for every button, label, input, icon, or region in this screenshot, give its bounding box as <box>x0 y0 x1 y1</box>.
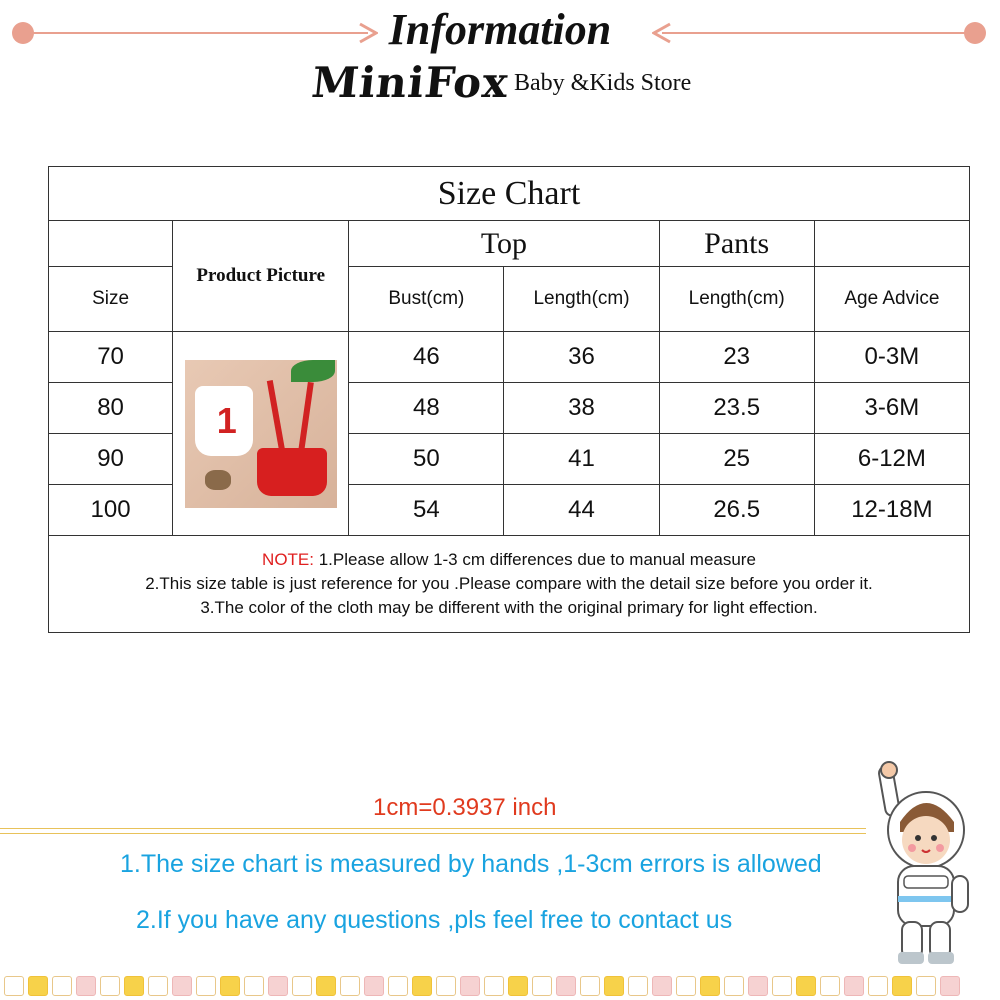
divider-line <box>0 828 866 829</box>
onesie-number-graphic: 1 <box>216 399 237 441</box>
note-line-2: 2.This size table is just reference for you .Please compare with the detail size before you order it. <box>145 574 873 593</box>
brand-tagline: Baby &Kids Store <box>514 70 692 96</box>
border-tile <box>820 976 840 996</box>
note-line-1 <box>49 548 969 572</box>
col-top-length-header: Length(cm) <box>504 267 659 332</box>
size-cell: 80 <box>49 383 173 434</box>
group-top-header: Top <box>349 221 659 267</box>
border-tile <box>388 976 408 996</box>
info-line-1: 1.The size chart is measured by hands ,1-3cm errors is allowed <box>120 850 822 878</box>
header-blank-cell <box>814 221 969 267</box>
border-tile <box>844 976 864 996</box>
shorts-shape <box>257 448 327 496</box>
border-tile <box>652 976 672 996</box>
top-length-cell: 36 <box>504 332 659 383</box>
product-picture-cell <box>173 332 349 536</box>
border-tile <box>28 976 48 996</box>
border-tile <box>340 976 360 996</box>
border-tile <box>580 976 600 996</box>
pants-length-cell: 26.5 <box>659 485 814 536</box>
top-length-cell: 38 <box>504 383 659 434</box>
table-row <box>49 332 970 383</box>
top-length-cell: 41 <box>504 434 659 485</box>
border-tile <box>460 976 480 996</box>
suspender-strap <box>266 380 284 452</box>
size-chart-title: Size Chart <box>49 167 970 221</box>
divider-line <box>0 833 866 834</box>
bust-cell: 50 <box>349 434 504 485</box>
top-length-cell: 44 <box>504 485 659 536</box>
size-cell: 90 <box>49 434 173 485</box>
astronaut-illustration <box>868 760 978 970</box>
border-tile <box>772 976 792 996</box>
border-tile <box>724 976 744 996</box>
unit-conversion: 1cm=0.3937 inch <box>373 794 557 821</box>
product-image <box>185 360 337 508</box>
border-tile <box>676 976 696 996</box>
decorative-border <box>0 972 1000 1000</box>
size-cell: 100 <box>49 485 173 536</box>
onesie-shape <box>195 386 253 456</box>
note-label: NOTE: <box>262 550 314 569</box>
border-tile <box>4 976 24 996</box>
border-tile <box>700 976 720 996</box>
border-tile <box>244 976 264 996</box>
border-tile <box>508 976 528 996</box>
border-tile <box>52 976 72 996</box>
age-cell: 0-3M <box>814 332 969 383</box>
border-tile <box>916 976 936 996</box>
border-tile <box>940 976 960 996</box>
page-title: Information <box>388 5 612 54</box>
group-pants-header: Pants <box>659 221 814 267</box>
col-bust-header: Bust(cm) <box>349 267 504 332</box>
border-tile <box>220 976 240 996</box>
col-size-header: Size <box>49 267 173 332</box>
border-tile <box>532 976 552 996</box>
brand-logo: MiniFox <box>309 58 512 107</box>
border-tile <box>868 976 888 996</box>
leaf-decor <box>291 360 335 382</box>
info-line-2: 2.If you have any questions ,pls feel free to contact us <box>136 906 733 934</box>
border-tile <box>76 976 96 996</box>
border-tile <box>556 976 576 996</box>
border-tile <box>292 976 312 996</box>
pants-length-cell: 25 <box>659 434 814 485</box>
border-tile <box>316 976 336 996</box>
border-tile <box>196 976 216 996</box>
border-tile <box>484 976 504 996</box>
border-tile <box>268 976 288 996</box>
note-line-3: 3.The color of the cloth may be different with the original primary for light effection. <box>200 598 818 617</box>
border-tile <box>748 976 768 996</box>
border-tile <box>100 976 120 996</box>
col-pants-length-header: Length(cm) <box>659 267 814 332</box>
age-cell: 6-12M <box>814 434 969 485</box>
border-tile <box>172 976 192 996</box>
header-right-line <box>662 32 972 34</box>
bust-cell: 46 <box>349 332 504 383</box>
header-blank-cell <box>49 221 173 267</box>
border-tile <box>796 976 816 996</box>
border-tile <box>124 976 144 996</box>
border-tile <box>436 976 456 996</box>
col-age-header: Age Advice <box>814 267 969 332</box>
age-cell: 12-18M <box>814 485 969 536</box>
pants-length-cell: 23.5 <box>659 383 814 434</box>
border-tile <box>364 976 384 996</box>
border-tile <box>148 976 168 996</box>
pants-length-cell: 23 <box>659 332 814 383</box>
border-tile <box>604 976 624 996</box>
shoe-decor <box>205 470 231 490</box>
size-cell: 70 <box>49 332 173 383</box>
header-right-dot <box>964 22 986 44</box>
border-tile <box>892 976 912 996</box>
note-text-1: 1.Please allow 1-3 cm differences due to manual measure <box>314 550 756 569</box>
note-cell <box>49 536 970 633</box>
bust-cell: 54 <box>349 485 504 536</box>
product-picture-header: Product Picture <box>173 221 349 332</box>
size-chart-table <box>48 166 970 633</box>
border-tile <box>628 976 648 996</box>
age-cell: 3-6M <box>814 383 969 434</box>
bust-cell: 48 <box>349 383 504 434</box>
suspender-strap <box>298 381 314 451</box>
border-tile <box>412 976 432 996</box>
